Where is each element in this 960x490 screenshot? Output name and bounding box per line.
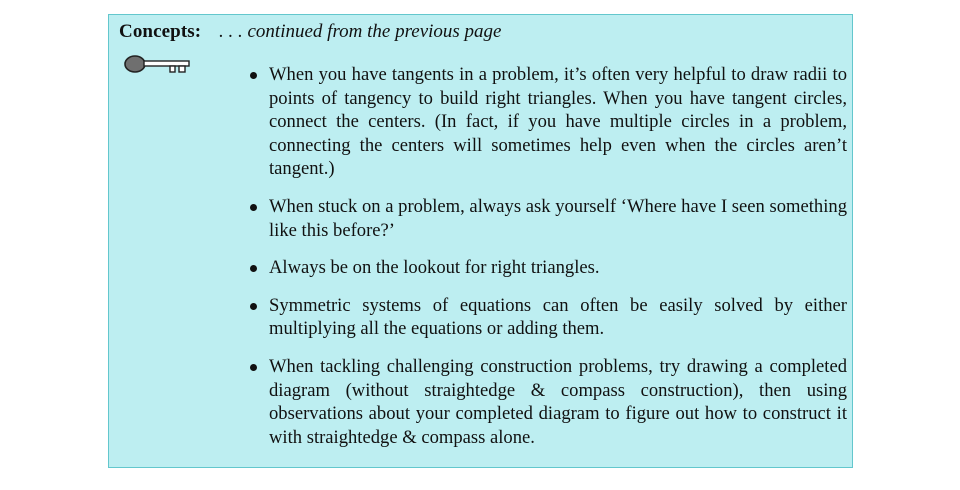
list-item: Symmetric systems of equations can often be easily solved by either multiplying all the equations or adding them. [247, 294, 847, 341]
list-item: Always be on the lookout for right triangles. [247, 256, 847, 280]
key-icon [123, 53, 191, 75]
list-item: When you have tangents in a problem, it’s often very helpful to draw radii to points of tangency to build right triangles. When you have tangent circles, connect the centers. (In fact, if you have multiple circles in a problem, connecting the centers will sometimes help even when the circles aren’t tangent.) [247, 63, 847, 181]
concepts-box [108, 14, 853, 468]
concepts-label: Concepts: [119, 21, 202, 42]
list-item: When tackling challenging construction problems, try drawing a completed diagram (without straightedge & compass construction), then using observations about your completed diagram to figure out how to construct it with straightedge & compass alone. [247, 355, 847, 449]
continued-note: . . . continued from the previous page [219, 21, 502, 42]
concepts-list [247, 63, 847, 463]
list-item: When stuck on a problem, always ask yourself ‘Where have I seen something like this before?’ [247, 195, 847, 242]
